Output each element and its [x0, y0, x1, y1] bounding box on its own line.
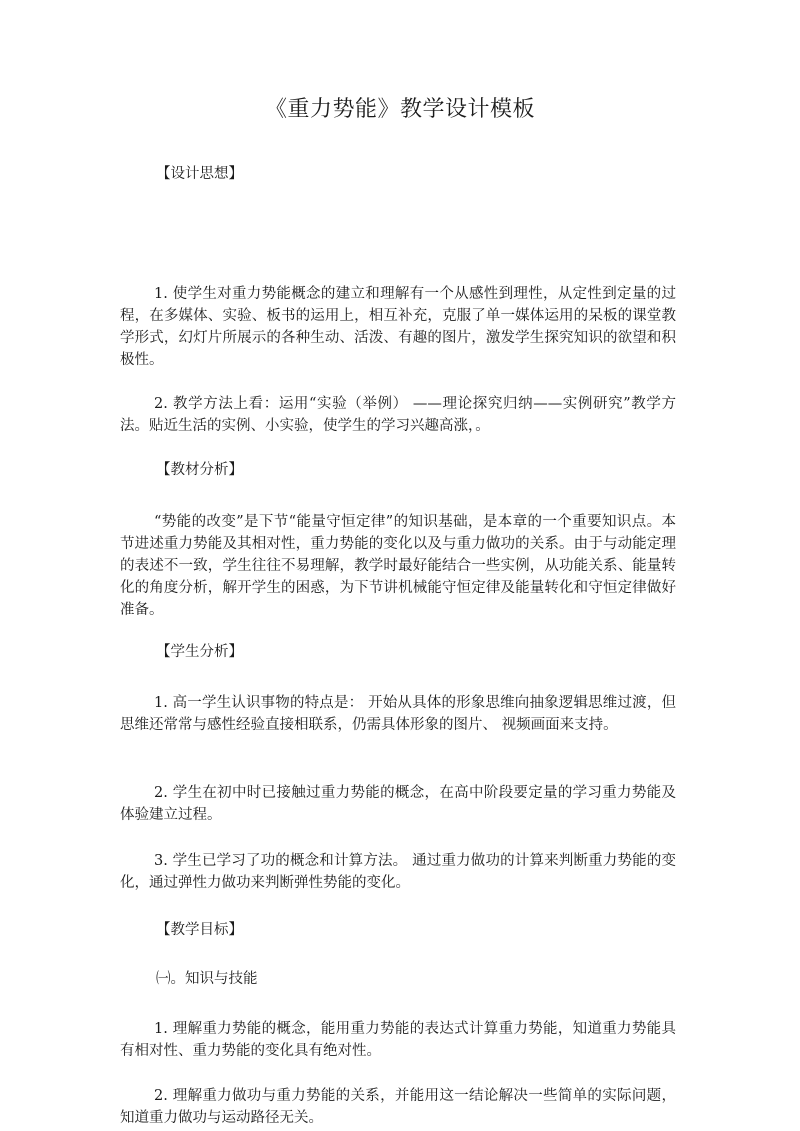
section-heading-design-idea: 【设计思想】 — [156, 166, 243, 182]
paragraph-objectives-1: 1. 理解重力势能的概念，能用重力势能的表达式计算重力势能，知道重力势能具有相对性、重力势能的变化具有绝对性。 — [120, 1021, 676, 1059]
paragraph-objectives-2: 2. 理解重力做功与重力势能的关系，并能用这一结论解决一些简单的实际问题，知道重力做功与运动路径无关。 — [120, 1088, 676, 1126]
paragraph-student-analysis-3: 3. 学生已学习了功的概念和计算方法。 通过重力做功的计算来判断重力势能的变化，通过弹性力做功来判断弹性势能的变化。 — [120, 853, 676, 891]
paragraph-student-analysis-2: 2. 学生在初中时已接触过重力势能的概念，在高中阶段要定量的学习重力势能及体验建立过程。 — [120, 785, 676, 823]
paragraph-design-idea-1: 1. 使学生对重力势能概念的建立和理解有一个从感性到理性，从定性到定量的过程，在多媒体、实验、板书的运用上，相互补充，克服了单一媒体运用的呆板的课堂教学形式，幻灯片所展示的各种生动、活泼、有趣的图片，激发学生探究知识的欲望和积极性。 — [120, 286, 676, 368]
subheading-knowledge-skills: ㈠。知识与技能 — [156, 971, 258, 987]
section-heading-student-analysis: 【学生分析】 — [156, 644, 243, 660]
section-heading-objectives: 【教学目标】 — [156, 922, 243, 938]
document-title: 《重力势能》教学设计模板 — [264, 97, 535, 122]
section-heading-material-analysis: 【教材分析】 — [156, 462, 243, 478]
paragraph-design-idea-2: 2. 教学方法上看：运用“实验（举例） ——理论探究归纳——实例研究”教学方法。贴近生活的实例、小实验，使学生的学习兴趣高涨，。 — [120, 396, 676, 434]
paragraph-student-analysis-1: 1. 高一学生认识事物的特点是： 开始从具体的形象思维向抽象逻辑思维过渡，但思维还常常与感性经验直接相联系，仍需具体形象的图片、 视频画面来支持。 — [120, 695, 676, 733]
paragraph-material-analysis-1: “势能的改变”是下节“能量守恒定律”的知识基础，是本章的一个重要知识点。本节进述重力势能及其相对性，重力势能的变化以及与重力做功的关系。由于与动能定理的表述不一致，学生往往不易理解，教学时最好能结合一些实例，从功能关系、能量转化的角度分析，解开学生的困惑，为下节讲机械能守恒定律及能量转化和守恒定律做好准备。 — [120, 514, 676, 618]
